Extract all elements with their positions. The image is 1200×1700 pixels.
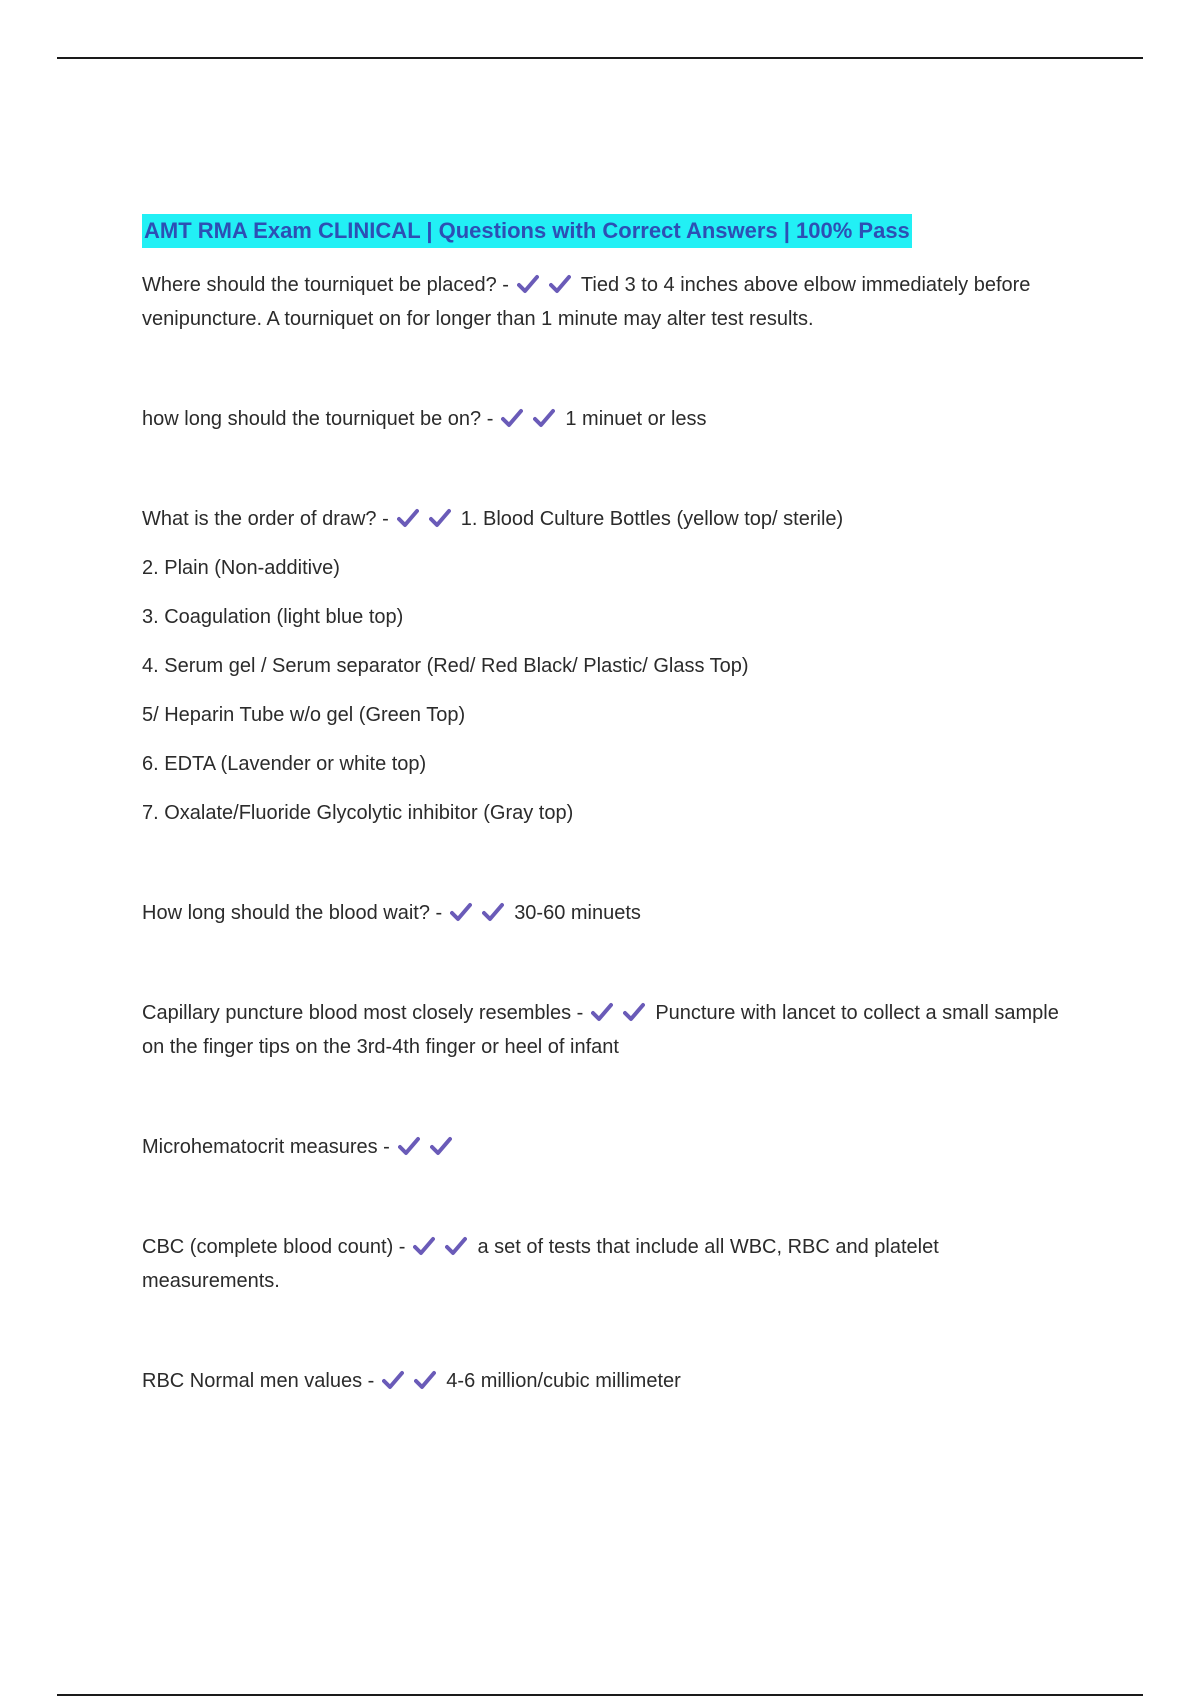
checkmark-icon xyxy=(501,408,523,428)
question-text: how long should the tourniquet be on? - xyxy=(142,408,494,430)
document-body xyxy=(142,214,1062,1398)
checkmark-icon xyxy=(591,1002,613,1022)
answer-text: 4-6 million/cubic millimeter xyxy=(446,1370,681,1392)
question-text: Microhematocrit measures - xyxy=(142,1136,390,1158)
double-check-icon xyxy=(517,268,581,302)
answer-text: 1 minuet or less xyxy=(565,408,707,430)
qa-item xyxy=(142,402,1062,436)
qa-item xyxy=(142,268,1062,336)
answer-text: a set of tests that include all WBC, RBC and platelet measurements. xyxy=(142,1236,939,1292)
double-check-icon xyxy=(450,896,514,930)
checkmark-icon xyxy=(482,902,504,922)
qa-item xyxy=(142,896,1062,930)
double-check-icon xyxy=(413,1230,477,1264)
checkmark-icon xyxy=(533,408,555,428)
question-text: How long should the blood wait? - xyxy=(142,902,443,924)
header-rule xyxy=(57,57,1143,59)
answer-text: 1. Blood Culture Bottles (yellow top/ sterile) xyxy=(460,508,844,530)
question-text: What is the order of draw? - xyxy=(142,508,389,530)
checkmark-icon xyxy=(382,1370,404,1390)
checkmark-icon xyxy=(623,1002,645,1022)
checkmark-icon xyxy=(445,1236,467,1256)
answer-text: Tied 3 to 4 inches above elbow immediately before venipuncture. A tourniquet on for longer than 1 minute may alter test results. xyxy=(142,274,1031,330)
checkmark-icon xyxy=(450,902,472,922)
qa-item xyxy=(142,502,1062,536)
double-check-icon xyxy=(501,402,565,436)
question-text: RBC Normal men values - xyxy=(142,1370,375,1392)
question-text: CBC (complete blood count) - xyxy=(142,1236,406,1258)
double-check-icon xyxy=(591,996,655,1030)
qa-item xyxy=(142,996,1062,1064)
qa-item xyxy=(142,1130,1062,1164)
checkmark-icon xyxy=(429,508,451,528)
checkmark-icon xyxy=(397,508,419,528)
qa-item xyxy=(142,1364,1062,1398)
question-text: Capillary puncture blood most closely resembles - xyxy=(142,1002,584,1024)
list-item: 7. Oxalate/Fluoride Glycolytic inhibitor (Gray top) xyxy=(142,802,574,824)
list-item: 5/ Heparin Tube w/o gel (Green Top) xyxy=(142,704,466,726)
checkmark-icon xyxy=(414,1370,436,1390)
list-item: 6. EDTA (Lavender or white top) xyxy=(142,753,427,775)
answer-text: Puncture with lancet to collect a small sample on the finger tips on the 3rd-4th finger or heel of infant xyxy=(142,1002,1059,1058)
question-text: Where should the tourniquet be placed? - xyxy=(142,274,509,296)
checkmark-icon xyxy=(398,1136,420,1156)
double-check-icon xyxy=(397,502,461,536)
list-item: 2. Plain (Non-additive) xyxy=(142,557,340,579)
qa-item xyxy=(142,1230,1062,1298)
checkmark-icon xyxy=(430,1136,452,1156)
checkmark-icon xyxy=(413,1236,435,1256)
double-check-icon xyxy=(398,1130,462,1164)
checkmark-icon xyxy=(517,274,539,294)
checkmark-icon xyxy=(549,274,571,294)
double-check-icon xyxy=(382,1364,446,1398)
list-item: 4. Serum gel / Serum separator (Red/ Red Black/ Plastic/ Glass Top) xyxy=(142,655,749,677)
footer-rule xyxy=(57,1694,1143,1696)
document-title: AMT RMA Exam CLINICAL | Questions with Correct Answers | 100% Pass xyxy=(142,214,912,248)
answer-text: 30-60 minuets xyxy=(514,902,641,924)
list-item: 3. Coagulation (light blue top) xyxy=(142,606,404,628)
